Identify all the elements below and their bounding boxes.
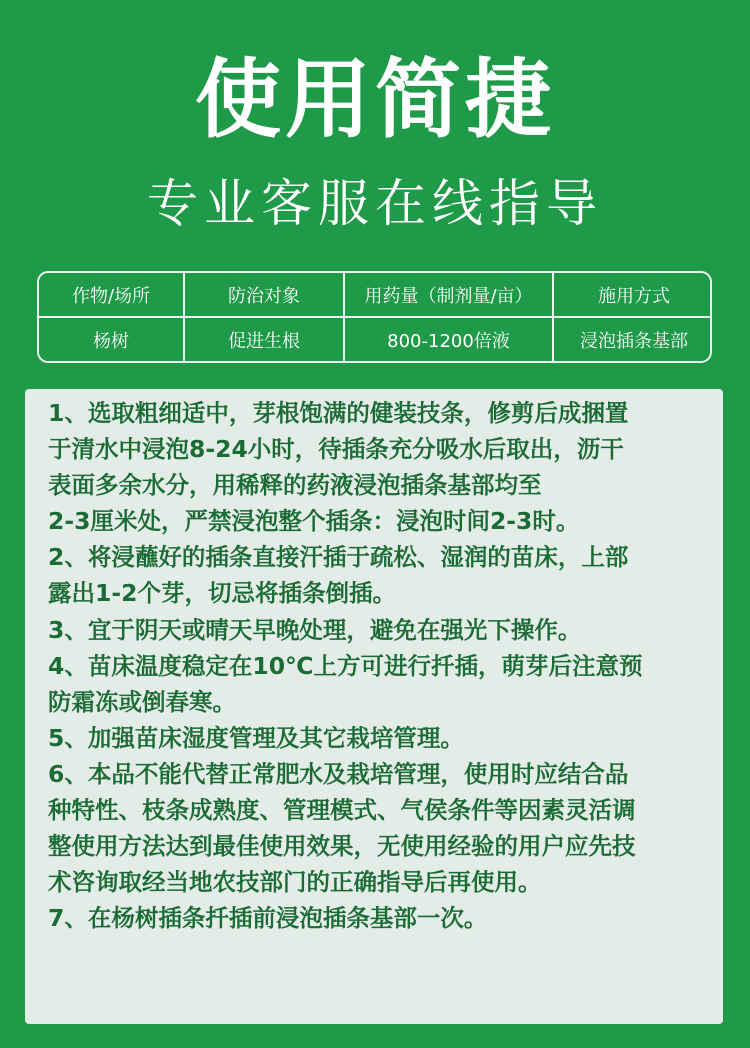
table-cell: 促进生根	[184, 317, 344, 361]
instruction-line: 5、加强苗床湿度管理及其它栽培管理。	[48, 723, 464, 752]
instruction-line: 2-3厘米处，严禁浸泡整个插条：浸泡时间2-3时。	[48, 507, 580, 536]
table-header-cell: 施用方式	[553, 273, 712, 317]
instruction-line: 2、将浸蘸好的插条直接汗插于疏松、湿润的苗床，上部	[48, 543, 629, 572]
instruction-line: 7、在杨树插条扦插前浸泡插条基部一次。	[48, 904, 488, 933]
instruction-line: 种特性、枝条成熟度、管理模式、气侯条件等因素灵活调	[48, 796, 636, 825]
table-cell: 杨树	[39, 317, 184, 361]
instruction-line: 6、本品不能代替正常肥水及栽培管理，使用时应结合品	[48, 759, 629, 788]
instruction-line: 露出1-2个芽，切忌将插条倒插。	[48, 579, 396, 608]
instruction-line: 于清水中浸泡8-24小时，待插条充分吸水后取出，沥干	[48, 435, 624, 464]
table-cell: 800-1200倍液	[344, 317, 553, 361]
page-title: 使用简捷	[195, 50, 555, 150]
instruction-line: 3、宜于阴天或晴天早晚处理，避免在强光下操作。	[48, 615, 582, 644]
table-header-row	[39, 273, 712, 317]
instruction-line: 术咨询取经当地农技部门的正确指导后再使用。	[48, 868, 542, 897]
instruction-line: 防霜冻或倒春寒。	[48, 687, 236, 716]
table-header-cell: 防治对象	[184, 273, 344, 317]
instructions-panel	[25, 389, 723, 1024]
instruction-line: 4、苗床温度稳定在10℃上方可进行扦插，萌芽后注意预	[48, 651, 643, 680]
table-header-cell: 用药量（制剂量/亩）	[344, 273, 553, 317]
table-row	[39, 317, 712, 361]
page-subtitle: 专业客服在线指导	[146, 175, 603, 234]
usage-table	[37, 271, 712, 363]
instruction-line: 1、选取粗细适中，芽根饱满的健装技条，修剪后成捆置	[48, 399, 629, 427]
instruction-line: 表面多余水分，用稀释的药液浸泡插条基部均至	[48, 471, 542, 500]
instruction-line: 整使用方法达到最佳使用效果，无使用经验的用户应先技	[48, 832, 636, 861]
table-cell: 浸泡插条基部	[580, 330, 688, 352]
table-header-cell: 作物/场所	[39, 273, 184, 317]
